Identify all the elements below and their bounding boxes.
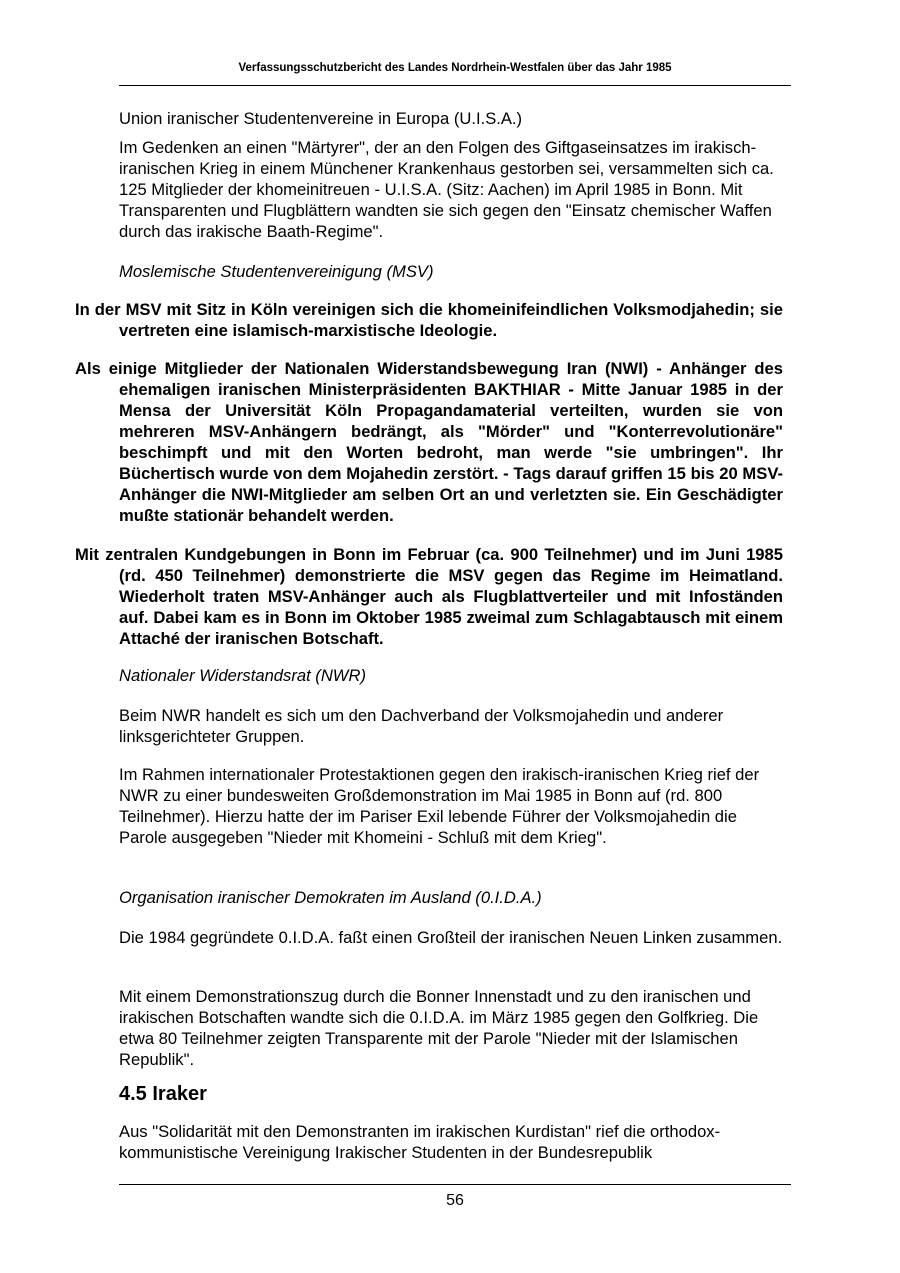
header-rule	[119, 85, 791, 86]
nwr-paragraph-2: Im Rahmen internationaler Protestaktionen gegen den irakisch-iranischen Krieg rief der NWR zu einer bundesweiten Großdemonstration im Mai 1985 in Bonn auf (rd. 800 Teilnehmer). Hierzu hatte der im Pariser Exil lebende Führer der Volksmojahedin die Parole ausgegeben "Nieder mit Khomeini - Schluß mit dem Krieg".	[119, 765, 760, 847]
section-heading: 4.5 Iraker	[119, 1083, 207, 1105]
msv-paragraph-1: In der MSV mit Sitz in Köln vereinigen sich die khomeinifeindlichen Volksmodjahedin; sie vertreten eine islamisch-marxistische Ideologie.	[75, 300, 783, 340]
page-number: 56	[446, 1192, 464, 1209]
nwr-title: Nationaler Widerstandsrat (NWR)	[119, 666, 366, 685]
oida-paragraph-1: Die 1984 gegründete 0.I.D.A. faßt einen Großteil der iranischen Neuen Linken zusammen.	[119, 928, 783, 947]
running-header: Verfassungsschutzbericht des Landes Nordrhein-Westfalen über das Jahr 1985	[238, 62, 672, 74]
msv-title: Moslemische Studentenvereinigung (MSV)	[119, 262, 434, 281]
nwr-paragraph-1: Beim NWR handelt es sich um den Dachverband der Volksmojahedin und anderer linksgerichteter Gruppen.	[119, 706, 724, 746]
iraker-paragraph: Aus "Solidarität mit den Demonstranten im irakischen Kurdistan" rief die orthodox-kommunistische Vereinigung Irakischer Studenten in der Bundesrepublik	[119, 1122, 721, 1162]
uisa-title: Union iranischer Studentenvereine in Europa (U.I.S.A.)	[119, 109, 523, 128]
oida-paragraph-2: Mit einem Demonstrationszug durch die Bonner Innenstadt und zu den iranischen und irakischen Botschaften wandte sich die 0.I.D.A. im März 1985 gegen den Golfkrieg. Die etwa 80 Teilnehmer zeigten Transparente mit der Parole "Nieder mit der Islamischen Republik".	[119, 987, 759, 1069]
uisa-paragraph: Im Gedenken an einen "Märtyrer", der an den Folgen des Giftgaseinsatzes im irakisch-iranischen Krieg in einem Münchener Krankenhaus gestorben sei, versammelten sich ca. 125 Mitglieder der khomeinitreuen - U.I.S.A. (Sitz: Aachen) im April 1985 in Bonn. Mit Transparenten und Flugblättern wandten sie sich gegen den "Einsatz chemischer Waffen durch das irakische Baath-Regime".	[119, 138, 774, 241]
footer-rule	[119, 1184, 791, 1185]
msv-paragraph-2: Als einige Mitglieder der Nationalen Widerstandsbewegung Iran (NWI) - Anhänger des ehemaligen iranischen Ministerpräsidenten BAKTHIAR - Mitte Januar 1985 in der Mensa der Universität Köln Propagandamaterial verteilten, wurden sie von mehreren MSV-Anhängern bedrängt, als "Mörder" und "Konterrevolutionäre" beschimpft und mit den Worten bedroht, man werde "sie umbringen". Ihr Büchertisch wurde von dem Mojahedin zerstört. - Tags darauf griffen 15 bis 20 MSV-Anhänger die NWI-Mitglieder am selben Ort an und verletzten sie. Ein Geschädigter mußte stationär behandelt werden.	[75, 359, 783, 525]
oida-title: Organisation iranischer Demokraten im Ausland (0.I.D.A.)	[119, 888, 542, 907]
msv-paragraph-3: Mit zentralen Kundgebungen in Bonn im Februar (ca. 900 Teilnehmer) und im Juni 1985 (rd. 450 Teilnehmer) demonstrierte die MSV gegen das Regime im Heimatland. Wiederholt traten MSV-Anhänger auch als Flugblattverteiler und mit Infoständen auf. Dabei kam es in Bonn im Oktober 1985 zweimal zum Schlagabtausch mit einem Attaché der iranischen Botschaft.	[75, 545, 783, 648]
